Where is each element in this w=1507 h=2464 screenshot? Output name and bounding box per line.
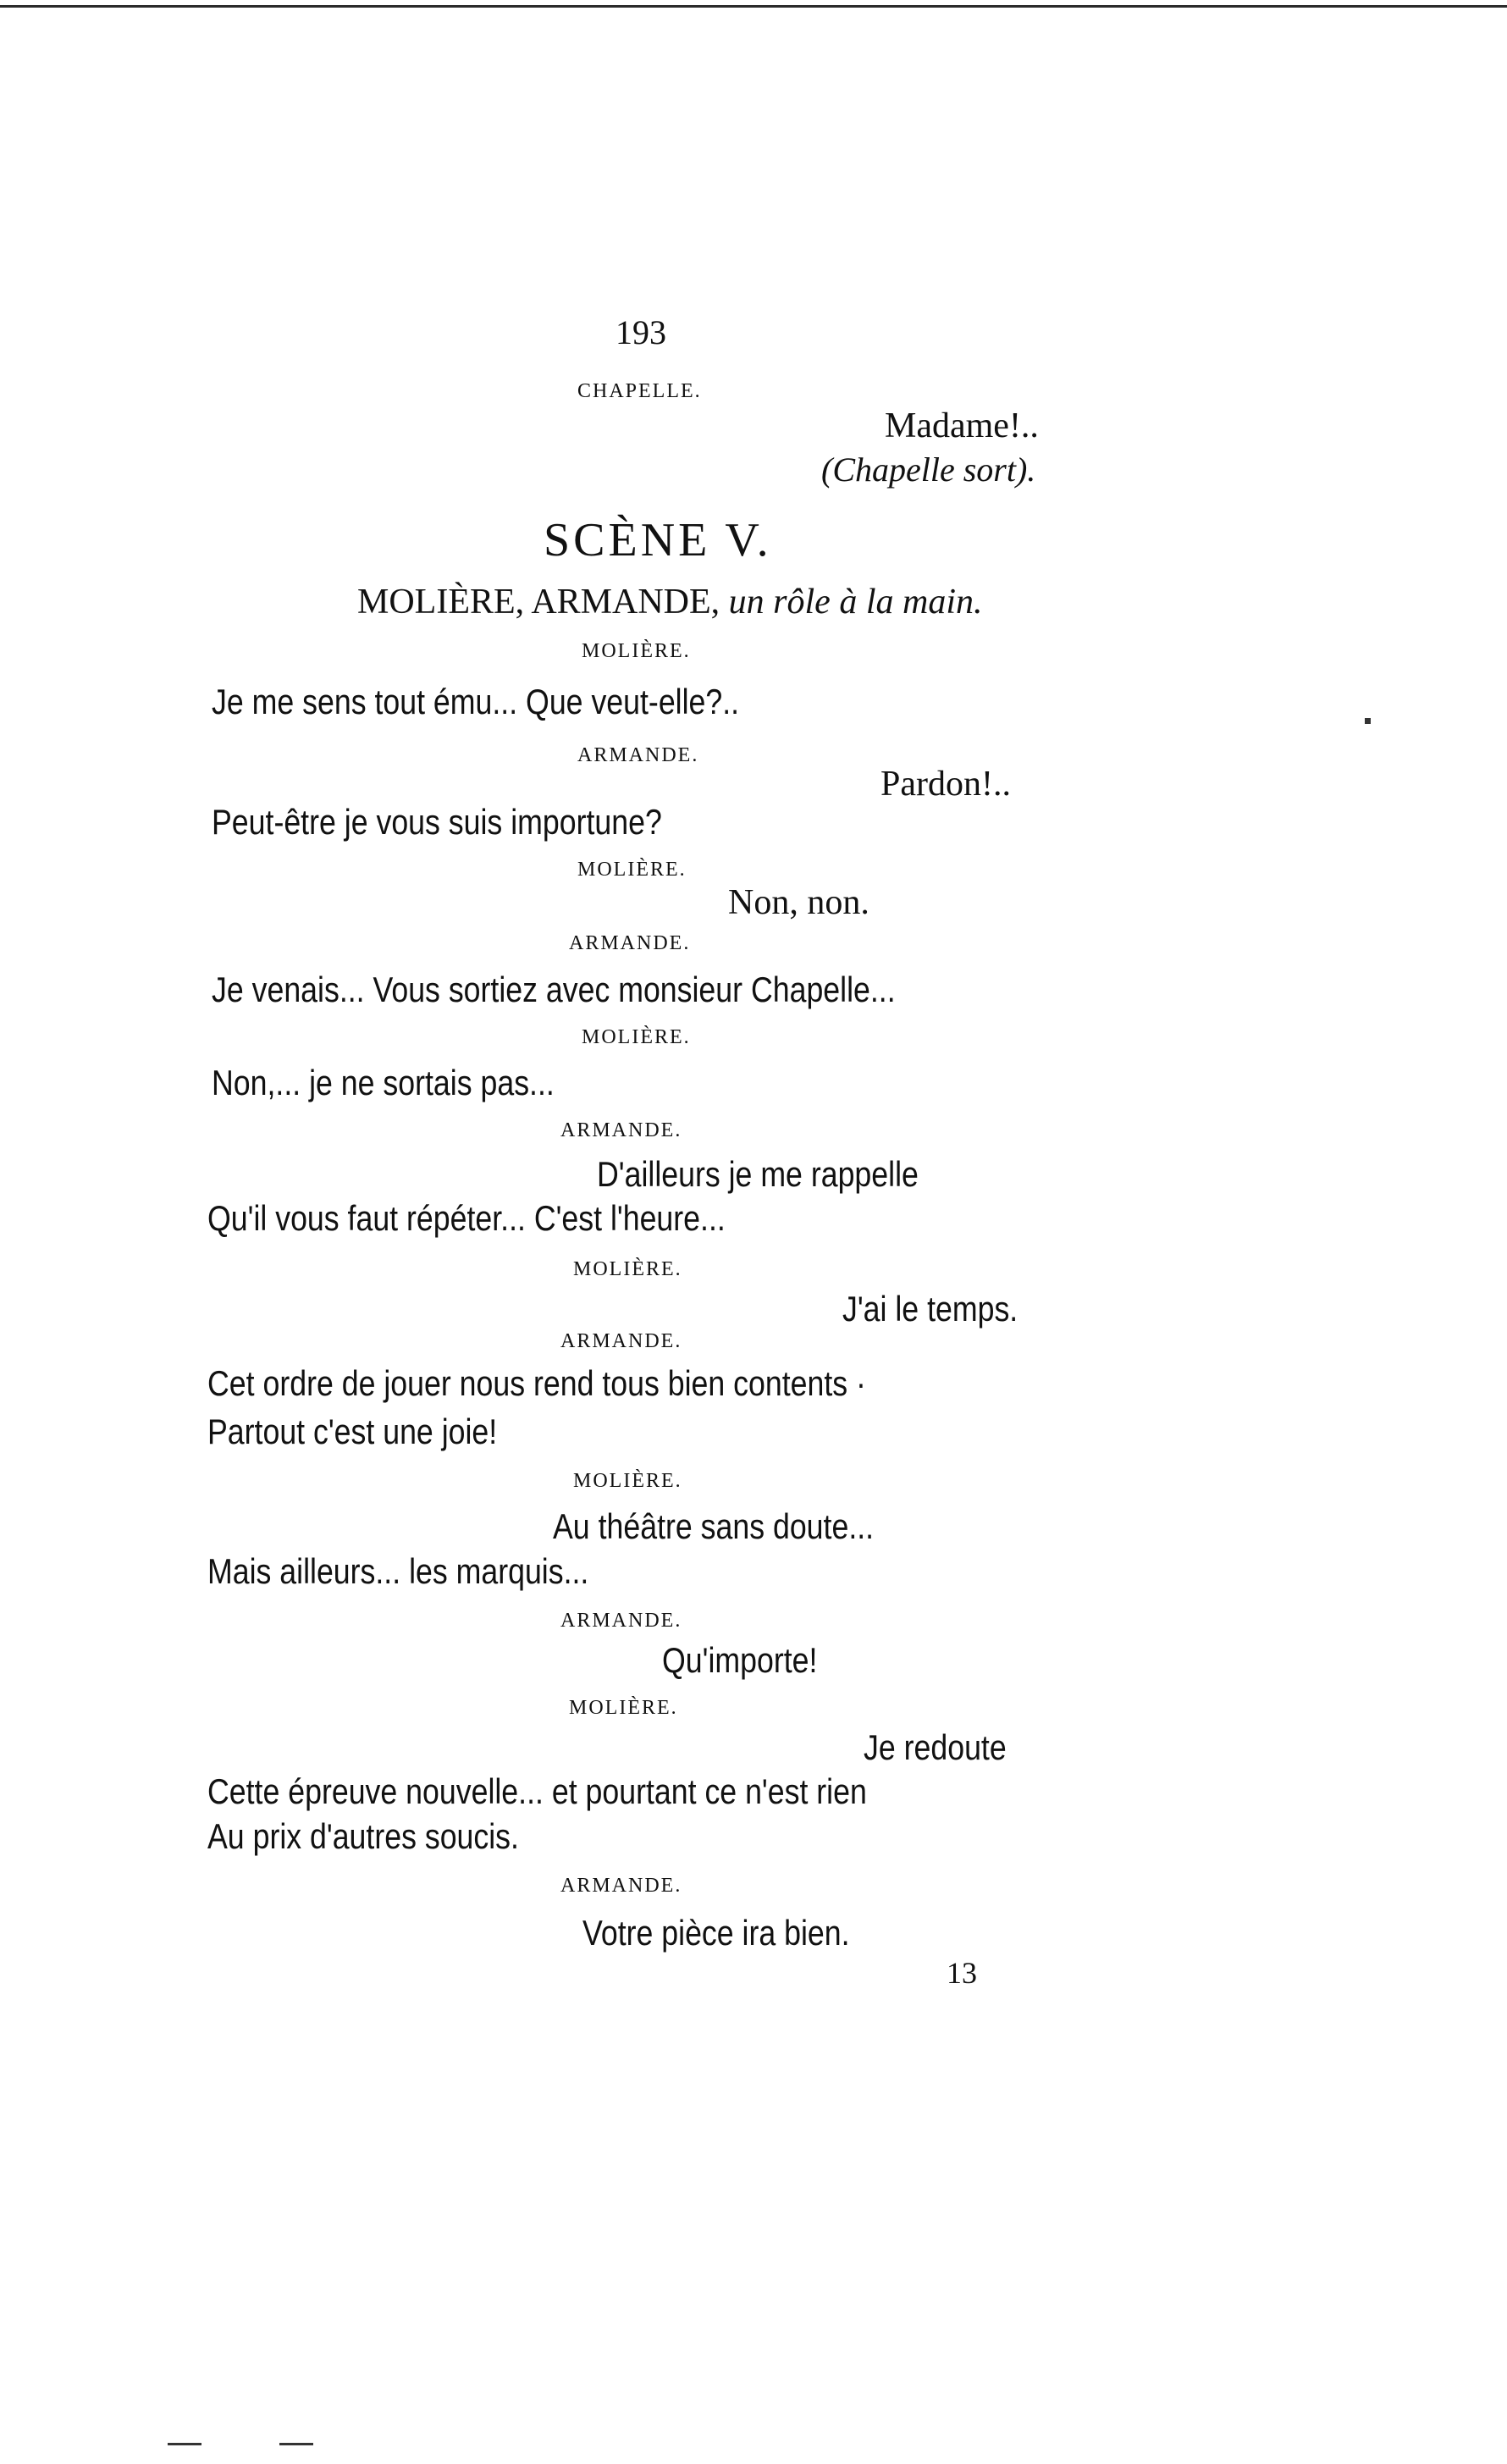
- speaker-moliere: MOLIÈRE.: [582, 1026, 691, 1048]
- speaker-moliere: MOLIÈRE.: [573, 1258, 682, 1280]
- characters-names: MOLIÈRE, ARMANDE,: [357, 583, 720, 622]
- line-non-non: Non, non.: [728, 883, 869, 922]
- stage-direction-chapelle-sort: (Chapelle sort).: [821, 450, 1036, 489]
- speaker-moliere: MOLIÈRE.: [582, 640, 691, 662]
- line-madame: Madame!..: [885, 406, 1039, 445]
- speaker-armande: ARMANDE.: [560, 1119, 682, 1141]
- page-top-edge: [0, 5, 1507, 8]
- line-partout: Partout c'est une joie!: [207, 1412, 498, 1451]
- line-au-prix: Au prix d'autres soucis.: [207, 1816, 519, 1856]
- speaker-moliere: MOLIÈRE.: [577, 859, 687, 881]
- signature-mark: 13: [947, 1956, 977, 1990]
- scene-title: SCÈNE V.: [544, 514, 772, 566]
- line-j-ai-le-temps: J'ai le temps.: [842, 1289, 1018, 1329]
- speaker-moliere: MOLIÈRE.: [573, 1470, 682, 1492]
- line-je-ne-sortais: Non,... je ne sortais pas...: [212, 1063, 555, 1102]
- line-peut-etre: Peut-être je vous suis importune?: [212, 802, 662, 842]
- speaker-armande: ARMANDE.: [560, 1330, 682, 1352]
- line-mais-ailleurs: Mais ailleurs... les marquis...: [207, 1551, 589, 1591]
- line-votre-piece: Votre pièce ira bien.: [582, 1913, 850, 1953]
- scene-characters: [357, 584, 983, 620]
- characters-stage-note: un rôle à la main.: [728, 583, 983, 622]
- line-cet-ordre: Cet ordre de jouer nous rend tous bien contents ·: [207, 1363, 866, 1403]
- bottom-dash: [279, 2443, 313, 2445]
- line-pardon: Pardon!..: [880, 765, 1011, 804]
- speaker-armande: ARMANDE.: [569, 932, 691, 954]
- speaker-armande: ARMANDE.: [560, 1875, 682, 1897]
- speaker-armande: ARMANDE.: [577, 744, 699, 766]
- line-qu-importe: Qu'importe!: [662, 1640, 818, 1680]
- margin-speck: [1365, 718, 1371, 724]
- speaker-armande: ARMANDE.: [560, 1610, 682, 1632]
- line-cette-epreuve: Cette épreuve nouvelle... et pourtant ce n'est rien: [207, 1771, 867, 1811]
- page-number: 193: [615, 313, 666, 351]
- line-au-theatre: Au théâtre sans doute...: [553, 1506, 875, 1546]
- line-qu-il-vous-faut: Qu'il vous faut répéter... C'est l'heure...: [207, 1198, 726, 1238]
- line-je-venais: Je venais... Vous sortiez avec monsieur Chapelle...: [212, 970, 896, 1009]
- bottom-dash: [168, 2443, 201, 2445]
- line-je-redoute: Je redoute: [864, 1727, 1007, 1767]
- line-je-me-sens: Je me sens tout ému... Que veut-elle?..: [212, 682, 740, 721]
- speaker-chapelle: CHAPELLE.: [577, 380, 702, 402]
- speaker-moliere: MOLIÈRE.: [569, 1697, 678, 1719]
- line-d-ailleurs: D'ailleurs je me rappelle: [597, 1154, 919, 1194]
